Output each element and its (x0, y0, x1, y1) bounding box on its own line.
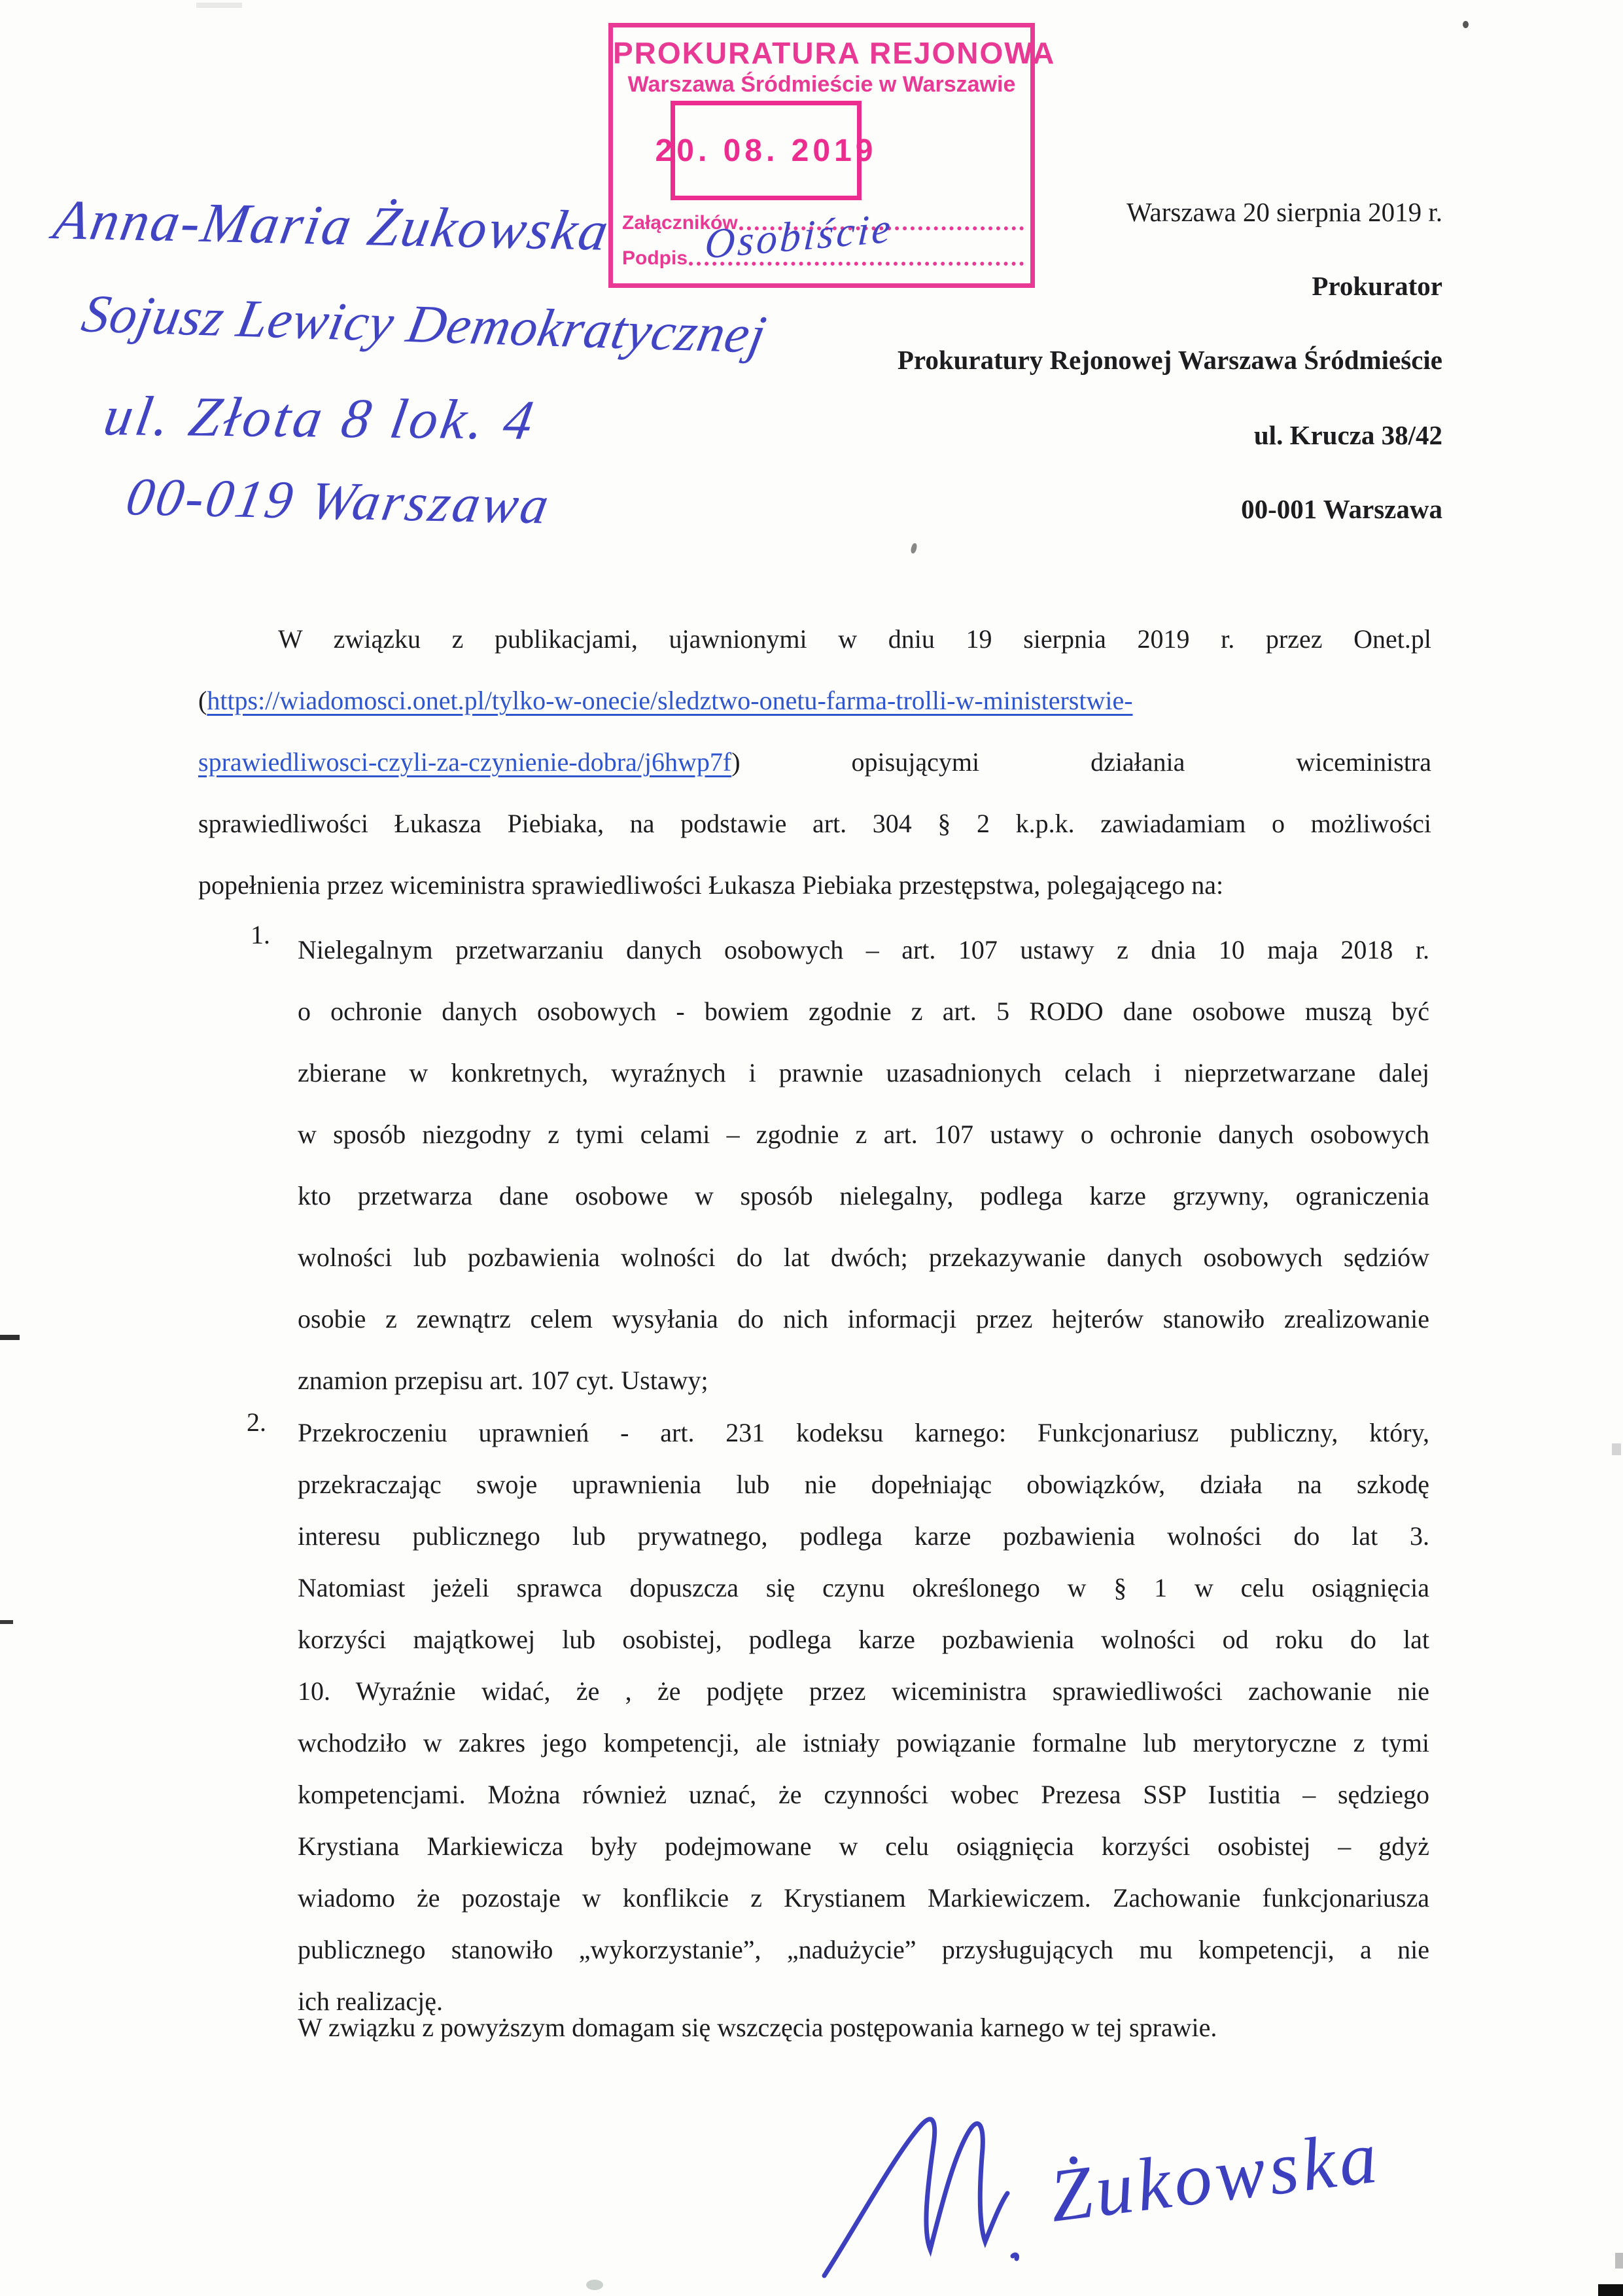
sender-street: ul. Złota 8 lok. 4 (99, 384, 542, 451)
stamp-signature-label: Podpis (622, 247, 688, 269)
intro-paragraph (198, 609, 1431, 916)
recipient-street: ul. Krucza 38/42 (1253, 420, 1442, 450)
stamp-attachments-label: Załączników (622, 212, 738, 234)
stamp-handwritten-note: Osobiście (703, 204, 894, 268)
signature-name-text: Żukowska (1045, 2114, 1386, 2238)
paren-close: ) (731, 747, 741, 777)
list-line (298, 981, 1429, 1042)
list-line-text: publicznego stanowiło „wykorzystanie”, „nadużycie” przysługujących mu kompetencji, a nie (298, 1935, 1429, 1964)
list-item-number: 2. (247, 1407, 266, 1437)
intro-line (198, 609, 1431, 670)
scan-artifact (0, 1620, 13, 1624)
list-line (298, 1769, 1429, 1820)
letter-date-line: Warszawa 20 sierpnia 2019 r. (1126, 197, 1442, 227)
list-line-text: 10. Wyraźnie widać, że , że podjęte przez wiceministra sprawiedliwości zachowanie nie (298, 1676, 1429, 1706)
intro-line (198, 855, 1431, 916)
list-line (298, 1614, 1429, 1665)
onet-article-link[interactable]: https://wiadomosci.onet.pl/tylko-w-onecie/sledztwo-onetu-farma-trolli-w-ministerstwie- (207, 686, 1133, 715)
list-item-1 (251, 919, 1429, 1411)
list-line (298, 1562, 1429, 1614)
scan-artifact (1598, 2284, 1623, 2296)
intro-line-text: popełnienia przez wiceministra sprawiedliwości Łukasza Piebiaka przestępstwa, polegającego na: (198, 870, 1224, 900)
intro-line (198, 670, 1431, 732)
list-line (298, 1820, 1429, 1872)
paren-open: ( (198, 686, 207, 715)
handwritten-signature (805, 2087, 1393, 2284)
list-line (298, 1510, 1429, 1562)
list-line-text: znamion przepisu art. 107 cyt. Ustawy; (298, 1366, 708, 1395)
scan-artifact (1612, 1443, 1621, 1455)
sender-name: Anna-Maria Żukowska (49, 188, 616, 262)
recipient-office: Prokuratury Rejonowej Warszawa Śródmieście (897, 345, 1442, 375)
list-line (298, 1924, 1429, 1975)
list-item-2 (247, 1407, 1429, 2027)
list-line-text: Krystiana Markiewicza były podejmowane w celu osiągnięcia korzyści osobistej – gdyż (298, 1831, 1429, 1861)
list-line (298, 1042, 1429, 1104)
list-line-text: w sposób niezgodny z tymi celami – zgodnie z art. 107 ustawy o ochronie danych osobowych (298, 1120, 1429, 1149)
list-line (298, 1165, 1429, 1227)
list-line-text: wiadomo że pozostaje w konflikcie z Krystianem Markiewiczem. Zachowanie funkcjonariusza (298, 1883, 1429, 1913)
list-line (298, 1227, 1429, 1288)
list-line (298, 1665, 1429, 1717)
prosecutor-office-stamp (608, 23, 1056, 288)
list-line (298, 1717, 1429, 1769)
scan-artifact (196, 3, 242, 8)
signature-initial-strokes (824, 2119, 1007, 2276)
list-line-text: osobie z zewnątrz celem wysyłania do nich informacji przez hejterów stanowiło zrealizowanie (298, 1304, 1429, 1333)
list-line-text: Nielegalnym przetwarzaniu danych osobowych – art. 107 ustawy z dnia 10 maja 2018 r. (298, 935, 1429, 964)
stamp-office-name: PROKURATURA REJONOWA (613, 36, 1056, 70)
list-line-text: ich realizację. (298, 1987, 444, 2016)
list-line (298, 1458, 1429, 1510)
scan-artifact (1463, 21, 1469, 28)
list-line (298, 1288, 1429, 1350)
list-line-text: wolności lub pozbawienia wolności do lat dwóch; przekazywanie danych osobowych sędziów (298, 1243, 1429, 1272)
onet-article-link[interactable]: sprawiedliwosci-czyli-za-czynienie-dobra/j6hwp7f (198, 747, 732, 777)
list-line-text: zbierane w konkretnych, wyraźnych i prawnie uzasadnionych celach i nieprzetwarzane dalej (298, 1058, 1429, 1087)
sender-organization: Sojusz Lewicy Demokratycznej (77, 283, 771, 364)
list-line (298, 1104, 1429, 1165)
list-line-text: o ochronie danych osobowych - bowiem zgodnie z art. 5 RODO dane osobowe muszą być (298, 997, 1429, 1026)
intro-line-text: W związku z publikacjami, ujawnionymi w dniu 19 sierpnia 2019 r. przez Onet.pl (278, 624, 1431, 654)
list-item-number: 1. (251, 920, 270, 949)
stamp-office-location: Warszawa Śródmieście w Warszawie (627, 72, 1016, 97)
list-line-text: Przekroczeniu uprawnień - art. 231 kodeksu karnego: Funkcjonariusz publiczny, który, (298, 1418, 1429, 1447)
list-line (298, 1872, 1429, 1924)
list-line (298, 1407, 1429, 1458)
recipient-city: 00-001 Warszawa (1241, 494, 1442, 524)
stamp-date-box (655, 101, 877, 200)
list-line-text: przekraczając swoje uprawnienia lub nie dopełniając obowiązków, działa na szkodę (298, 1470, 1429, 1499)
list-line-text: kto przetwarza dane osobowe w sposób nielegalny, podlega karze grzywny, ograniczenia (298, 1181, 1429, 1210)
intro-line-text: sprawiedliwości Łukasza Piebiaka, na podstawie art. 304 § 2 k.p.k. zawiadamiam o możliwości (198, 809, 1431, 838)
intro-line-text: opisującymi działania wiceministra (851, 747, 1431, 777)
list-line-text: interesu publicznego lub prywatnego, podlega karze pozbawienia wolności do lat 3. (298, 1521, 1429, 1551)
closing-statement: W związku z powyższym domagam się wszczęcia postępowania karnego w tej sprawie. (298, 2013, 1217, 2042)
sender-city: 00-019 Warszawa (122, 467, 556, 535)
scan-artifact (586, 2280, 603, 2290)
scan-artifact (1615, 2253, 1623, 2269)
recipient-title: Prokurator (1312, 271, 1442, 301)
list-line (298, 919, 1429, 981)
list-line-text: wchodziło w zakres jego kompetencji, ale istniały powiązanie formalne lub merytoryczne z tymi (298, 1728, 1429, 1757)
scan-artifact (910, 542, 918, 554)
scan-artifact (0, 1335, 20, 1340)
intro-line (198, 732, 1431, 793)
list-line-text: Natomiast jeżeli sprawca dopuszcza się czynu określonego w § 1 w celu osiągnięcia (298, 1573, 1429, 1602)
list-line (298, 1350, 1429, 1411)
list-line-text: kompetencjami. Można również uznać, że czynności wobec Prezesa SSP Iustitia – sędziego (298, 1780, 1429, 1809)
signature-image (805, 2087, 1393, 2284)
intro-line (198, 793, 1431, 855)
signature-dot-stroke (1013, 2255, 1017, 2259)
list-line-text: korzyści majątkowej lub osobistej, podlega karze pozbawienia wolności od roku do lat (298, 1625, 1429, 1654)
stamp-date: 20. 08. 2019 (655, 133, 877, 168)
